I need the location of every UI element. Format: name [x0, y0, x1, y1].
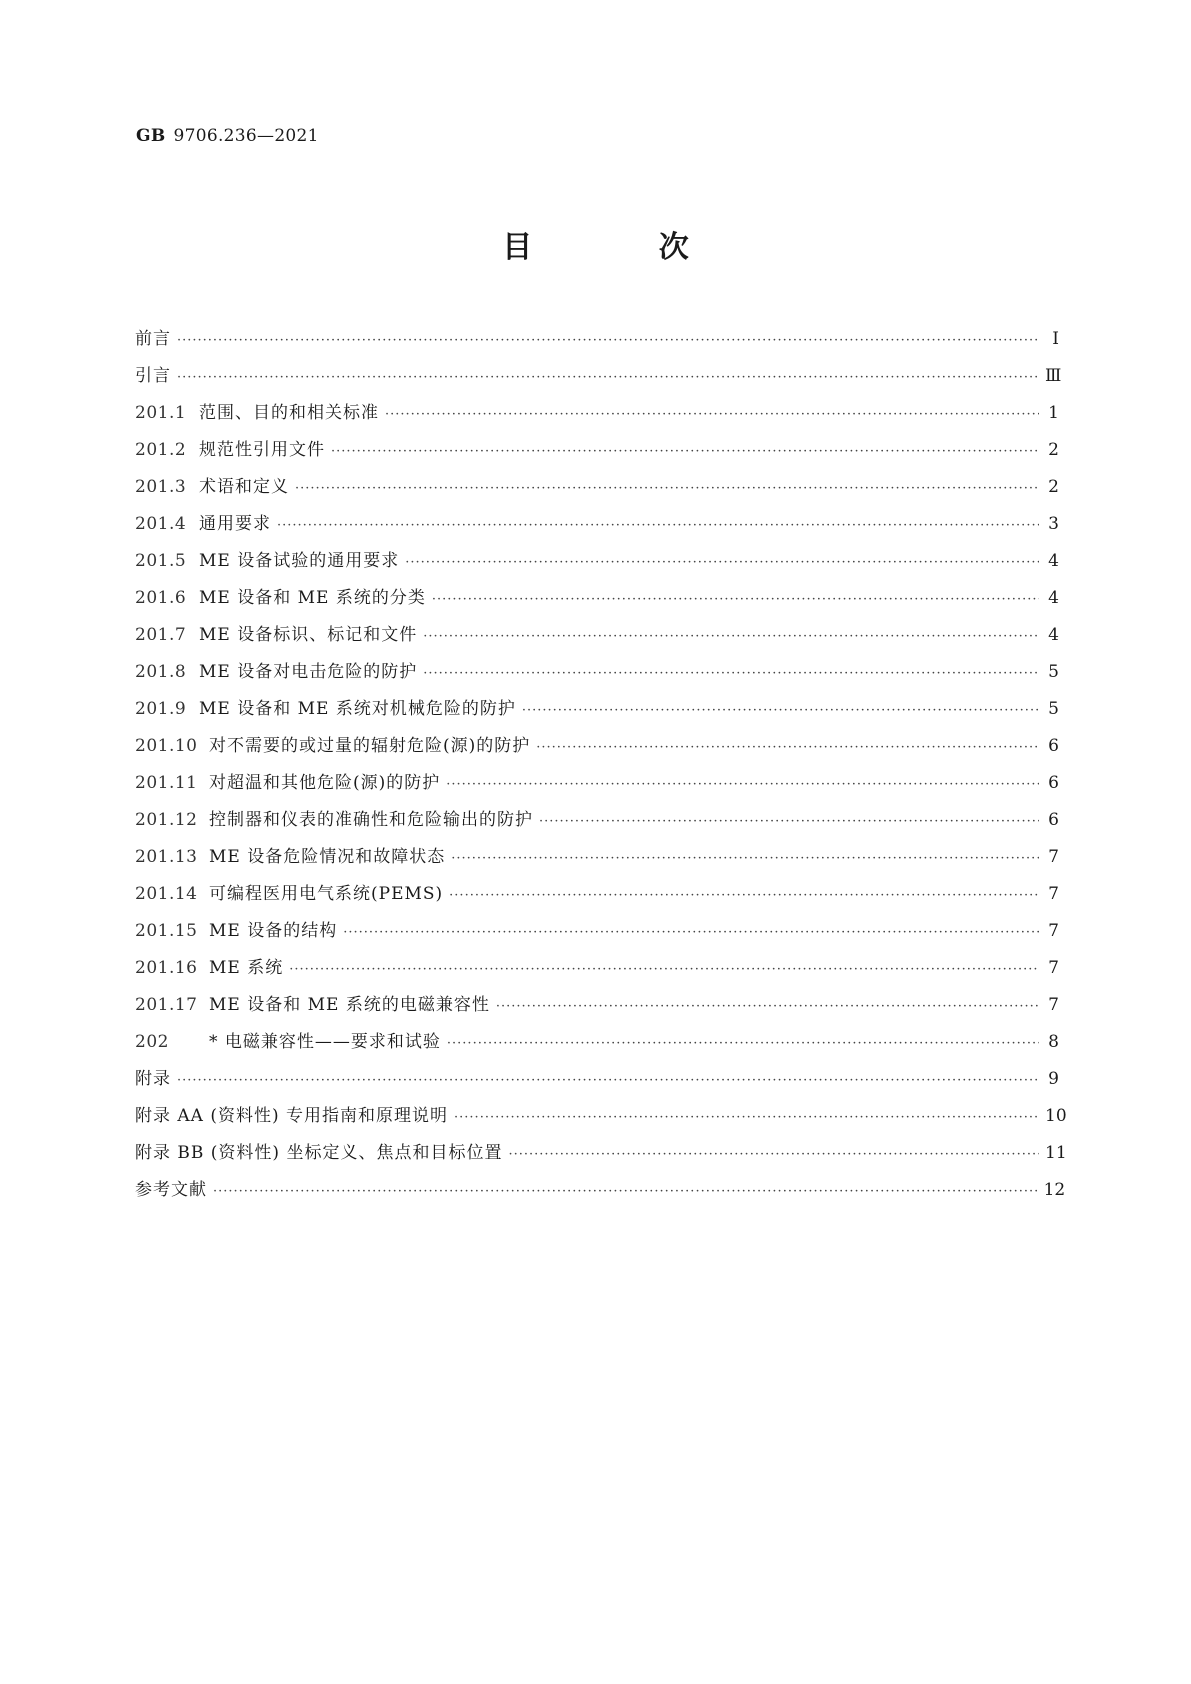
toc-entry-number: 201.9 — [135, 699, 187, 719]
toc-leader-dots — [295, 481, 1039, 496]
standard-number: 9706.236—2021 — [173, 126, 319, 146]
toc-entry-number: 201.14 — [135, 884, 198, 904]
toc-entry[interactable] — [135, 509, 1059, 546]
toc-entry-label: ME 设备对电击危险的防护 — [199, 662, 418, 682]
toc-leader-dots — [277, 518, 1039, 533]
toc-leader-dots — [432, 592, 1039, 607]
toc-entry[interactable] — [135, 620, 1059, 657]
toc-entry-number: 201.5 — [135, 551, 187, 571]
toc-entry-number: 201.7 — [135, 625, 187, 645]
toc-leader-dots — [423, 629, 1039, 644]
toc-leader-dots — [522, 703, 1039, 718]
toc-entry-number: 201.12 — [135, 810, 198, 830]
toc-entry-page: 7 — [1048, 921, 1059, 941]
toc-leader-dots — [449, 888, 1039, 903]
toc-entry[interactable] — [135, 361, 1062, 398]
toc-leader-dots — [289, 962, 1039, 977]
toc-entry-label: ME 设备和 ME 系统的电磁兼容性 — [209, 995, 490, 1015]
toc-entry[interactable] — [135, 879, 1059, 916]
toc-entry[interactable] — [135, 435, 1059, 472]
toc-entry-label: 附录 BB (资料性) 坐标定义、焦点和目标位置 — [135, 1143, 503, 1163]
toc-entry[interactable] — [135, 1101, 1067, 1138]
toc-entry-page: 7 — [1048, 847, 1059, 867]
toc-entry-label: ME 系统 — [209, 958, 284, 978]
toc-leader-dots — [177, 1073, 1039, 1088]
toc-leader-dots — [177, 333, 1039, 348]
toc-entry-number: 201.3 — [135, 477, 187, 497]
toc-leader-dots — [405, 555, 1039, 570]
toc-entry-label: 前言 — [135, 329, 171, 349]
toc-entry-page: 8 — [1048, 1032, 1059, 1052]
toc-entry-label: ME 设备的结构 — [209, 921, 338, 941]
toc-entry-number: 202 — [135, 1032, 169, 1052]
toc-entry-page: 1 — [1048, 403, 1059, 423]
toc-entry-label: 通用要求 — [199, 514, 271, 534]
toc-leader-dots — [536, 740, 1039, 755]
toc-entry-label: ME 设备标识、标记和文件 — [199, 625, 418, 645]
toc-entry[interactable] — [135, 472, 1059, 509]
toc-leader-dots — [496, 999, 1039, 1014]
toc-entry[interactable] — [135, 805, 1059, 842]
toc-leader-dots — [343, 925, 1039, 940]
toc-entry-number: 201.13 — [135, 847, 198, 867]
toc-entry-label: 术语和定义 — [199, 477, 289, 497]
toc-entry-number: 201.1 — [135, 403, 187, 423]
toc-entry-label: 控制器和仪表的准确性和危险输出的防护 — [209, 810, 533, 830]
toc-leader-dots — [331, 444, 1039, 459]
toc-entry-label: ME 设备试验的通用要求 — [199, 551, 400, 571]
toc-entry-page: 4 — [1048, 625, 1059, 645]
toc-entry[interactable] — [135, 1175, 1066, 1212]
toc-entry-page: 12 — [1043, 1180, 1066, 1200]
toc-entry-label: * 电磁兼容性——要求和试验 — [209, 1032, 441, 1052]
toc-leader-dots — [213, 1184, 1038, 1199]
toc-entry-page: 10 — [1045, 1106, 1067, 1126]
toc-entry-label: 范围、目的和相关标准 — [199, 403, 379, 423]
standard-code: GB — [136, 126, 166, 146]
toc-entry-number: 201.8 — [135, 662, 187, 682]
toc-leader-dots — [447, 1036, 1039, 1051]
toc-entry[interactable] — [135, 1138, 1067, 1175]
toc-leader-dots — [508, 1147, 1039, 1162]
toc-entry-page: 7 — [1048, 884, 1059, 904]
toc-entry-page: 6 — [1048, 773, 1059, 793]
toc-entry-label: 参考文献 — [135, 1180, 207, 1200]
toc-entry-label: ME 设备危险情况和故障状态 — [209, 847, 446, 867]
toc-leader-dots — [454, 1110, 1039, 1125]
toc-entry-page: 6 — [1048, 736, 1059, 756]
toc-leader-dots — [177, 370, 1039, 385]
toc-entry[interactable] — [135, 583, 1059, 620]
toc-entry[interactable] — [135, 953, 1059, 990]
toc-entry-label: 对不需要的或过量的辐射危险(源)的防护 — [209, 736, 531, 756]
toc-entry-page: 9 — [1048, 1069, 1059, 1089]
toc-entry-label: 引言 — [135, 366, 171, 386]
toc-entry-label: 对超温和其他危险(源)的防护 — [209, 773, 441, 793]
toc-entry-page: 3 — [1048, 514, 1059, 534]
toc-entry-label: 规范性引用文件 — [199, 440, 325, 460]
toc-entry[interactable] — [135, 657, 1059, 694]
toc-entry-label: ME 设备和 ME 系统对机械危险的防护 — [199, 699, 516, 719]
toc-entry-page: 5 — [1048, 699, 1059, 719]
toc-entry[interactable] — [135, 916, 1059, 953]
toc-entry-number: 201.15 — [135, 921, 198, 941]
toc-entry[interactable] — [135, 1027, 1059, 1064]
toc-entry[interactable] — [135, 1064, 1059, 1101]
page-title: 目 次 — [502, 230, 747, 265]
toc-entry-page: Ⅰ — [1052, 329, 1059, 349]
toc-entry-page: Ⅲ — [1045, 366, 1062, 386]
toc-entry-page: 2 — [1048, 477, 1059, 497]
toc-entry-number: 201.6 — [135, 588, 187, 608]
toc-entry-label: 可编程医用电气系统(PEMS) — [209, 884, 444, 904]
toc-entry[interactable] — [135, 842, 1059, 879]
toc-entry-number: 201.10 — [135, 736, 198, 756]
toc-entry-number: 201.4 — [135, 514, 187, 534]
toc-entry[interactable] — [135, 324, 1059, 361]
toc-entry[interactable] — [135, 694, 1059, 731]
toc-entry-page: 4 — [1048, 551, 1059, 571]
toc-entry-number: 201.17 — [135, 995, 198, 1015]
toc-entry[interactable] — [135, 398, 1059, 435]
table-of-contents — [135, 324, 1067, 1212]
toc-entry-page: 4 — [1048, 588, 1059, 608]
toc-entry-number: 201.2 — [135, 440, 187, 460]
toc-entry-number: 201.11 — [135, 773, 198, 793]
document-header — [136, 126, 319, 146]
toc-entry-page: 11 — [1045, 1143, 1067, 1163]
toc-entry-page: 7 — [1048, 958, 1059, 978]
toc-entry-label: 附录 AA (资料性) 专用指南和原理说明 — [135, 1106, 449, 1126]
toc-entry[interactable] — [135, 546, 1059, 583]
toc-entry-label: ME 设备和 ME 系统的分类 — [199, 588, 426, 608]
toc-entry-number: 201.16 — [135, 958, 198, 978]
toc-entry-page: 7 — [1048, 995, 1059, 1015]
toc-entry[interactable] — [135, 768, 1059, 805]
toc-leader-dots — [423, 666, 1039, 681]
toc-leader-dots — [446, 777, 1039, 792]
toc-entry-page: 2 — [1048, 440, 1059, 460]
toc-leader-dots — [385, 407, 1039, 422]
toc-leader-dots — [451, 851, 1039, 866]
toc-entry[interactable] — [135, 731, 1059, 768]
toc-leader-dots — [539, 814, 1039, 829]
toc-entry-label: 附录 — [135, 1069, 171, 1089]
toc-entry-page: 5 — [1048, 662, 1059, 682]
toc-entry-page: 6 — [1048, 810, 1059, 830]
toc-entry[interactable] — [135, 990, 1059, 1027]
